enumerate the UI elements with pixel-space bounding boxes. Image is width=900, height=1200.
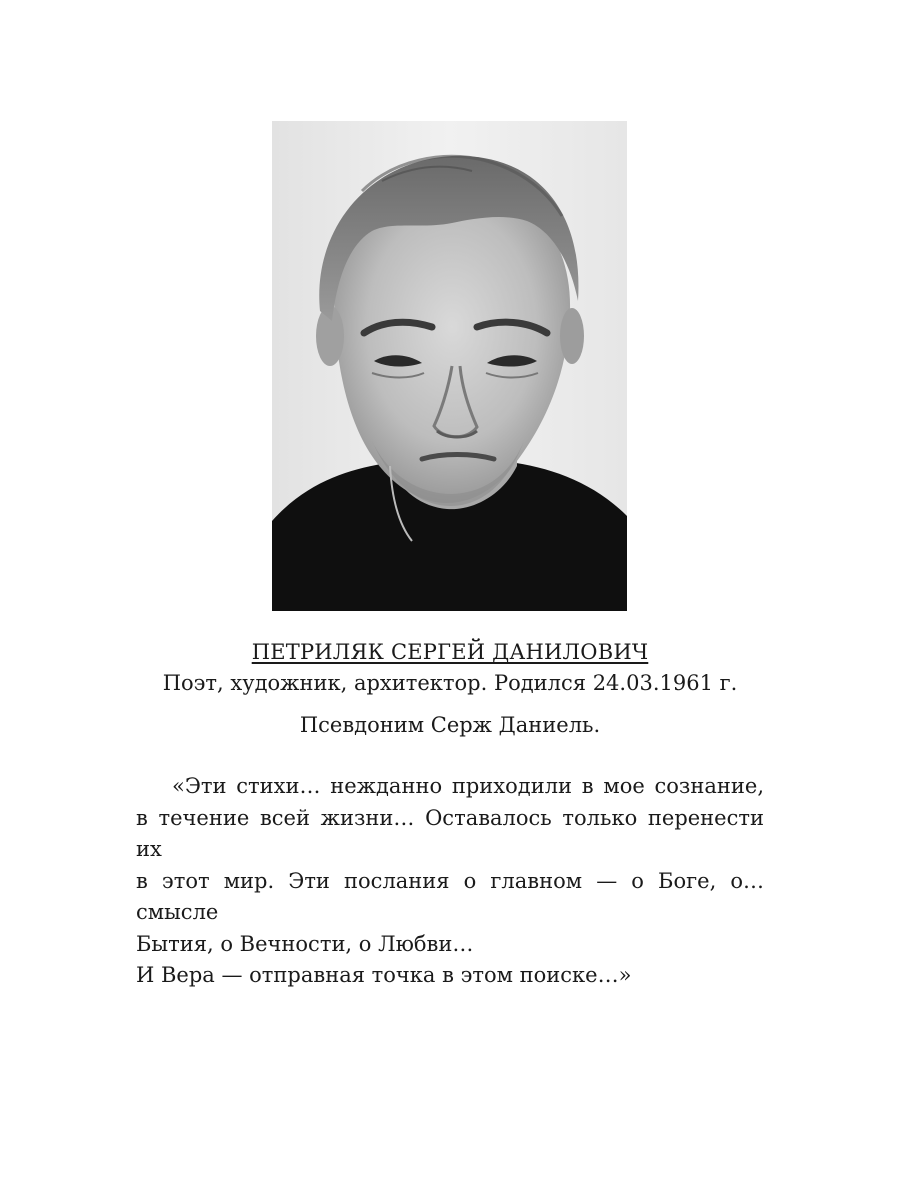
author-portrait bbox=[272, 121, 627, 611]
quote-line: «Эти стихи… нежданно приходили в мое сознание, bbox=[172, 774, 764, 798]
author-pseudonym: Псевдоним Серж Даниель. bbox=[299, 713, 601, 737]
quote-line: И Вера — отправная точка в этом поиске…» bbox=[136, 963, 632, 987]
author-name: ПЕТРИЛЯК СЕРГЕЙ ДАНИЛОВИЧ bbox=[251, 640, 649, 664]
quote-line: в этот мир. Эти послания о главном — о Боге, о… смысле bbox=[136, 868, 764, 924]
portrait-photo bbox=[272, 121, 627, 611]
author-quote bbox=[136, 771, 764, 992]
author-profession: Поэт, художник, архитектор. Родился 24.03.1961 г. bbox=[162, 671, 738, 695]
quote-line: в течение всей жизни… Оставалось только перенести их bbox=[136, 805, 764, 861]
quote-line: Бытия, о Вечности, о Любви… bbox=[136, 931, 474, 956]
